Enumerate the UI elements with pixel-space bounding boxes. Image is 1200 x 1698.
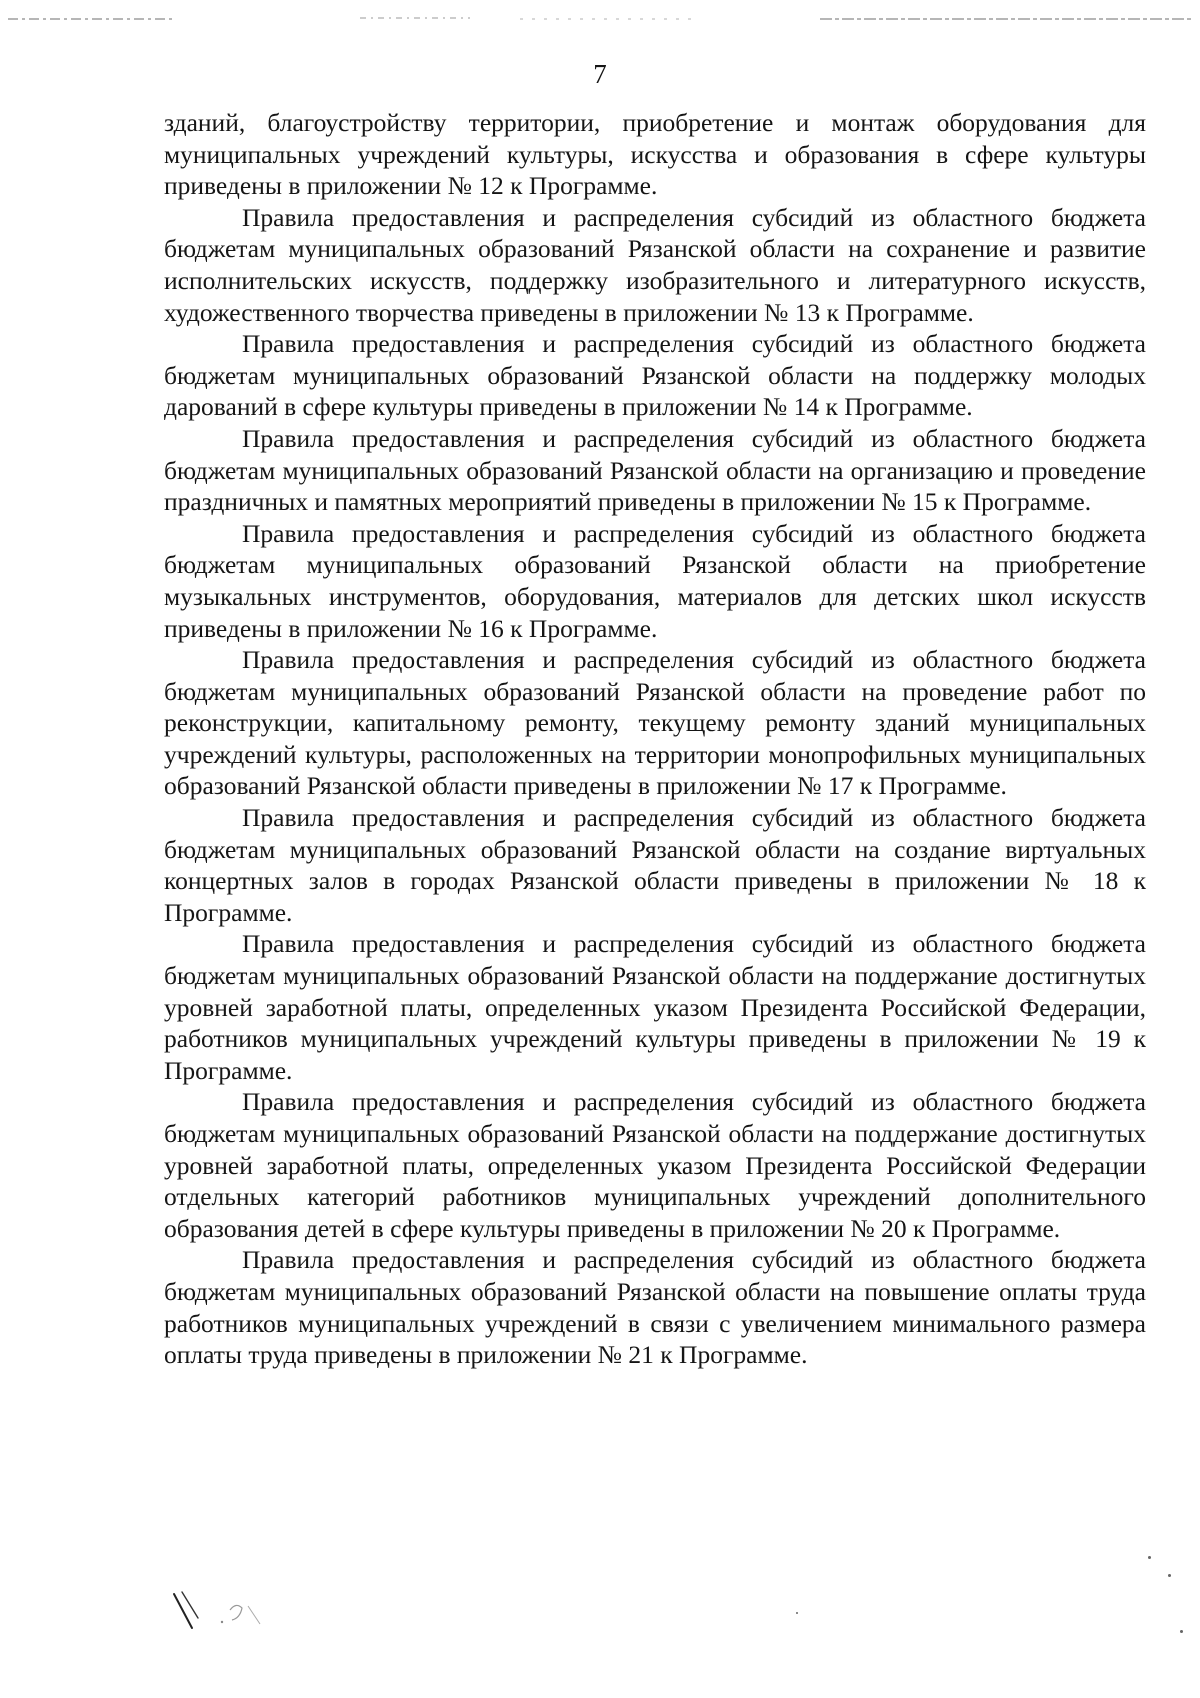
scan-speck (1168, 1574, 1171, 1577)
paragraph-continuation: зданий, благоустройству территории, приобретение и монтаж оборудования для муниципальных учреждений культуры, искусства и образования в сфере культуры приведены в приложении № 12 к Программе. (164, 108, 1146, 201)
scan-speck (1180, 1630, 1183, 1633)
paragraph-appendix-14: Правила предоставления и распределения субсидий из областного бюджета бюджетам муниципальных образований Рязанской области на поддержку молодых дарований в сфере культуры приведены в приложении № 14 к Программе. (164, 329, 1146, 422)
scan-top-edge (0, 16, 1200, 22)
paragraph-appendix-17: Правила предоставления и распределения субсидий из областного бюджета бюджетам муниципальных образований Рязанской области на проведение работ по реконструкции, капитальному ремонту, текущему ремонту зданий муниципальных учреждений культуры, расположенных на территории монопрофильных муниципальных образований Рязанской области приведены в приложении № 17 к Программе. (164, 645, 1146, 801)
paragraph-appendix-19: Правила предоставления и распределения субсидий из областного бюджета бюджетам муниципальных образований Рязанской области на поддержание достигнутых уровней заработной платы, определенных указом Президента Российской Федерации, работников муниципальных учреждений культуры приведены в приложении № 19 к Программе. (164, 929, 1146, 1085)
pen-mark (170, 1588, 280, 1638)
page-number: 7 (593, 59, 607, 89)
paragraph-appendix-20: Правила предоставления и распределения субсидий из областного бюджета бюджетам муниципальных образований Рязанской области на поддержание достигнутых уровней заработной платы, определенных указом Президента Российской Федерации отдельных категорий работников муниципальных учреждений дополнительного образования детей в сфере культуры приведены в приложении № 20 к Программе. (164, 1087, 1146, 1243)
paragraph-appendix-16: Правила предоставления и распределения субсидий из областного бюджета бюджетам муниципальных образований Рязанской области на приобретение музыкальных инструментов, оборудования, материалов для детских школ искусств приведены в приложении № 16 к Программе. (164, 518, 1146, 643)
document-body (164, 107, 1146, 1371)
paragraph-appendix-18: Правила предоставления и распределения субсидий из областного бюджета бюджетам муниципальных образований Рязанской области на создание виртуальных концертных залов в городах Рязанской области приведены в приложении № 18 к Программе. (164, 803, 1146, 927)
scan-speck (1148, 1556, 1151, 1559)
paragraph-appendix-21: Правила предоставления и распределения субсидий из областного бюджета бюджетам муниципальных образований Рязанской области на повышение оплаты труда работников муниципальных учреждений в связи с увеличением минимального размера оплаты труда приведены в приложении № 21 к Программе. (164, 1245, 1146, 1370)
scan-speck (796, 1612, 798, 1614)
paragraph-appendix-13: Правила предоставления и распределения субсидий из областного бюджета бюджетам муниципальных образований Рязанской области на сохранение и развитие исполнительских искусств, поддержку изобразительного и литературного искусств, художественного творчества приведены в приложении № 13 к Программе. (164, 202, 1146, 327)
paragraph-appendix-15: Правила предоставления и распределения субсидий из областного бюджета бюджетам муниципальных образований Рязанской области на организацию и проведение праздничных и памятных мероприятий приведены в приложении № 15 к Программе. (164, 423, 1146, 517)
